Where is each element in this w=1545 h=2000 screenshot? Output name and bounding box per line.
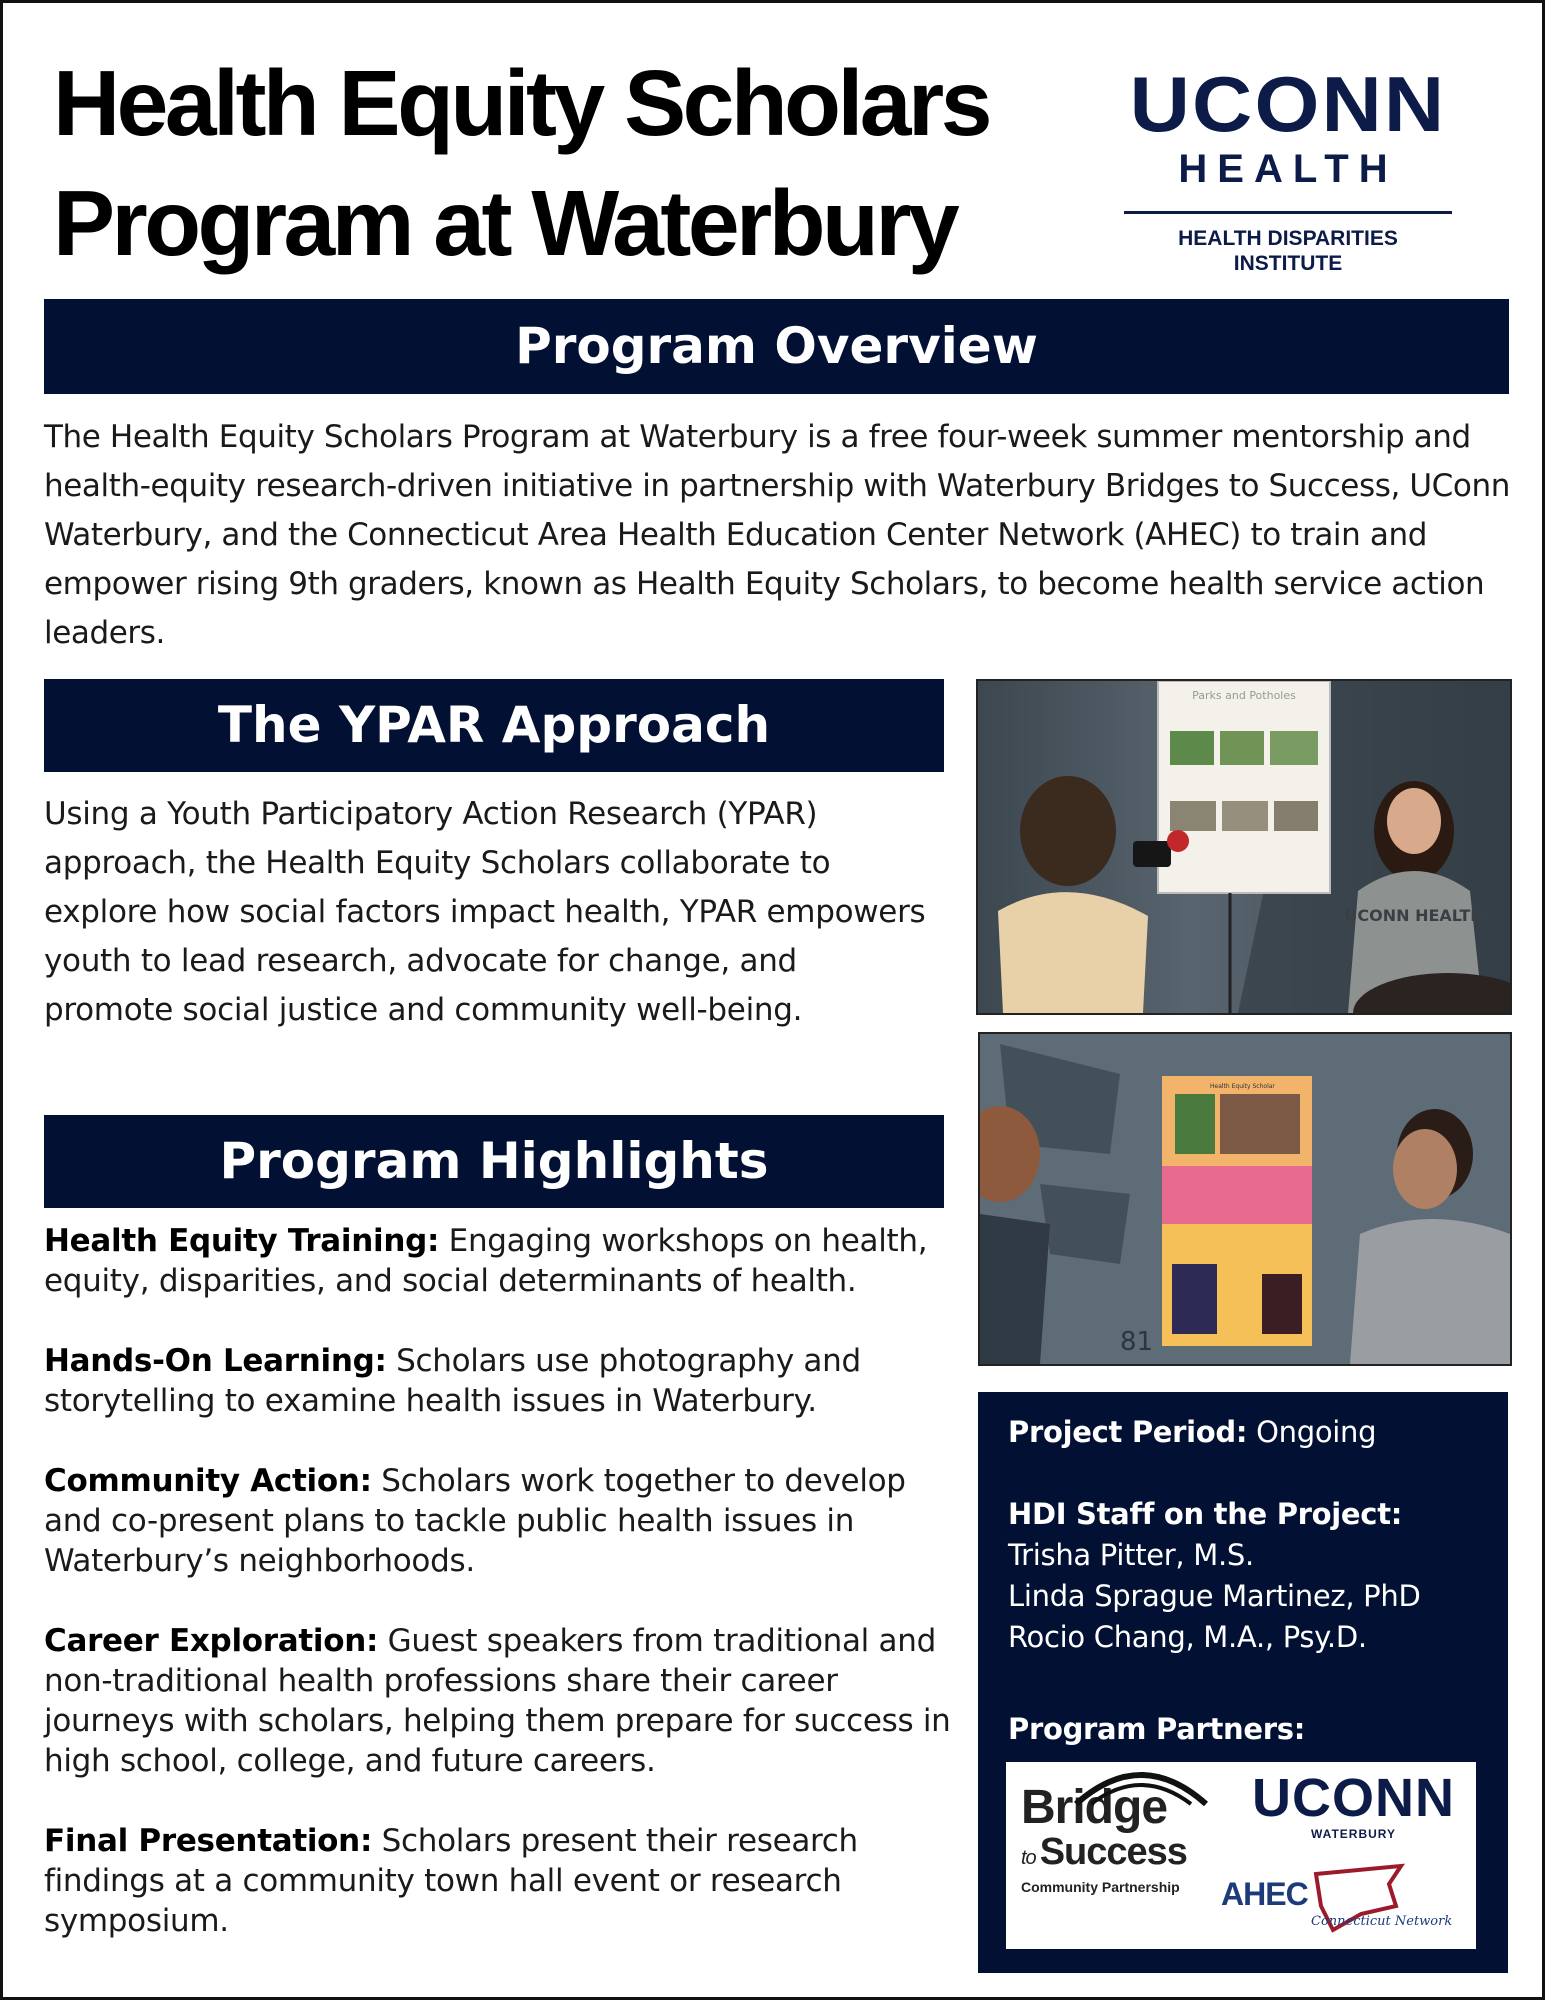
overview-heading-banner (44, 299, 1509, 394)
partners-label: Program Partners: (1008, 1712, 1306, 1746)
highlight-label: Hands-On Learning: (44, 1343, 387, 1379)
highlight-item (44, 1341, 964, 1421)
partner-logos (1006, 1762, 1476, 1949)
ahec-logo (1221, 1862, 1471, 1942)
uconn-health-logo (1118, 60, 1458, 278)
title-line-1: Health Equity Scholars (53, 51, 989, 155)
poster-heading: Health Equity Scholar (1210, 1083, 1275, 1090)
partners-heading (1008, 1709, 1305, 1750)
project-period (1008, 1412, 1376, 1453)
highlight-text: Engaging workshops on health, equity, disparities, and social determinants of health. (44, 1223, 928, 1299)
photo-scholar-presenting (976, 679, 1512, 1015)
uconn-waterbury-main: UCONN (1252, 1768, 1455, 1828)
logo-uconn-text: UCONN (1129, 60, 1447, 148)
overview-text: The Health Equity Scholars Program at Waterbury is a free four-week summer mentorship and health-equity research-driven initiative in partnership with Waterbury Bridges to Success, UConn Waterbury, and the Connecticut Area Health Education Center Network (AHEC) to train and empower rising 9th graders, known as Health Equity Scholars, to become health service action leaders. (44, 419, 1510, 651)
staff-member: Trisha Pitter, M.S. (1008, 1538, 1254, 1572)
highlight-item (44, 1821, 964, 1941)
highlight-text: Guest speakers from traditional and non-traditional health professions share their career journeys with scholars, helping them prepare for success in high school, college, and future careers. (44, 1623, 951, 1779)
success-word (1021, 1832, 1187, 1878)
bridge-word: Bridge (1021, 1781, 1168, 1834)
ahec-network-text: Connecticut Network (1311, 1914, 1453, 1929)
staff-label: HDI Staff on the Project: (1008, 1497, 1403, 1531)
highlight-label: Final Presentation: (44, 1823, 373, 1859)
ypar-heading: The YPAR Approach (217, 696, 771, 754)
highlights-heading-banner (44, 1115, 944, 1208)
highlight-text: Scholars work together to develop and co-present plans to tackle public health issues in Waterbury’s neighborhoods. (44, 1463, 906, 1579)
photo-student-viewing-poster (978, 1032, 1512, 1366)
poster-title: Parks and Potholes (1192, 689, 1296, 702)
community-partnership-text: Community Partnership (1021, 1879, 1180, 1895)
highlights-list (44, 1221, 964, 1981)
logo-health-text: HEALTH (1178, 147, 1398, 191)
uconn-waterbury-logo (1246, 1770, 1461, 1842)
highlight-text: Scholars use photography and storytelling to examine health issues in Waterbury. (44, 1343, 861, 1419)
highlight-label: Community Action: (44, 1463, 372, 1499)
project-period-value: Ongoing (1247, 1415, 1377, 1449)
logo-divider (1124, 211, 1452, 214)
highlight-item (44, 1621, 964, 1781)
highlight-label: Health Equity Training: (44, 1223, 440, 1259)
staff-heading (1008, 1494, 1402, 1535)
project-period-label: Project Period: (1008, 1415, 1248, 1449)
photo-scholar-presenting-illustration (978, 681, 1510, 1013)
logo-institute-line-2: INSTITUTE (1233, 252, 1343, 275)
to-word: to (1021, 1847, 1036, 1869)
project-info-box (978, 1392, 1508, 1973)
shirt-logo: UCONN HEALTH (1344, 906, 1484, 925)
highlights-heading: Program Highlights (219, 1132, 769, 1190)
uconn-waterbury-sub: WATERBURY (1311, 1827, 1396, 1841)
highlight-item (44, 1461, 964, 1581)
title-line-2: Program at Waterbury (53, 171, 957, 275)
highlight-text: Scholars present their research findings at a community town hall event or research symposium. (44, 1823, 858, 1939)
page-title (53, 43, 1063, 283)
photo-student-viewing-poster-illustration (980, 1034, 1510, 1364)
staff-member: Rocio Chang, M.A., Psy.D. (1008, 1620, 1367, 1654)
success-text: Success (1039, 1831, 1187, 1873)
logo-institute-line-1: HEALTH DISPARITIES (1178, 227, 1398, 250)
highlight-label: Career Exploration: (44, 1623, 379, 1659)
ahec-text: AHEC (1221, 1876, 1308, 1912)
highlight-item (44, 1221, 964, 1301)
ypar-text: Using a Youth Participatory Action Research (YPAR) approach, the Health Equity Scholars collaborate to explore how social factors impact health, YPAR empowers youth to lead research, advocate for change, and promote social justice and community well-being. (44, 796, 926, 1028)
bridge-arc-icon (1071, 1766, 1211, 1806)
overview-heading: Program Overview (515, 317, 1038, 375)
bridge-to-success-logo (1021, 1781, 1187, 1896)
ypar-heading-banner (44, 679, 944, 772)
staff-member: Linda Sprague Martinez, PhD (1008, 1579, 1421, 1613)
wall-number: 81 (1120, 1327, 1154, 1357)
